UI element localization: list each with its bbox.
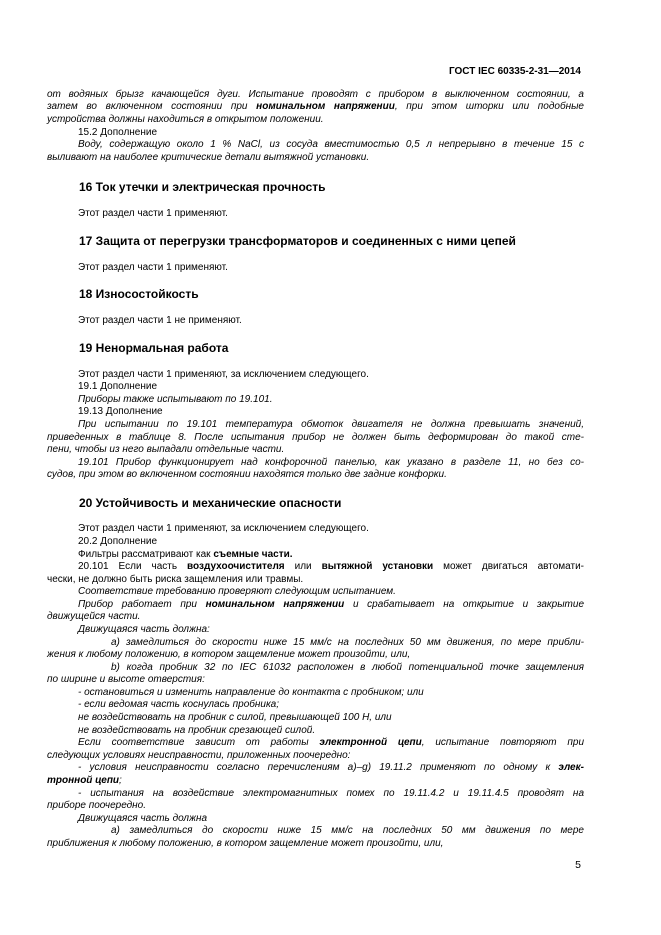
clause-heading: 15.2 Дополнение xyxy=(78,127,158,138)
section-heading-20: 20 Устойчивость и механические опасности xyxy=(79,496,342,510)
text-line: Прибор работает при номинальном напряжении и срабатывает на открытие и закрытие xyxy=(78,599,585,610)
section-heading-17: 17 Защита от перегрузки трансформаторов и соединенных с ними цепей xyxy=(79,234,516,248)
text-line: приведенных в таблице 8. После испытания прибор не должен быть деформирован до такой сте- xyxy=(47,432,584,443)
text-line: b) когда пробник 32 по IEC 61032 расположен в любой потенциальной точке защемления xyxy=(111,662,584,673)
text-line: не воздействовать на пробник срезающей силой. xyxy=(78,725,316,736)
clause-heading: 20.2 Дополнение xyxy=(78,536,158,547)
text-line: не воздействовать на пробник с силой, превышающей 100 Н, или xyxy=(78,712,392,723)
text-line: по ширине и высоте отверстия: xyxy=(47,674,205,685)
text-line: - остановиться и изменить направление до контакта с пробником; или xyxy=(78,687,424,698)
text-line: Фильтры рассматривают как съемные части. xyxy=(78,549,293,560)
text-line: При испытании по 19.101 температура обмоток двигателя не должна превышать значений, xyxy=(78,419,584,430)
section-heading-18: 18 Износостойкость xyxy=(79,287,199,301)
text-line: тронной цепи; xyxy=(47,775,122,786)
text-line: Воду, содержащую около 1 % NaCl, из сосуда вместимостью 0,5 л непрерывно в течение 15 с xyxy=(78,139,584,150)
text-line: устройства должны находиться в открытом положении. xyxy=(47,114,324,125)
text-line: чески, не должно быть риска защемления или травмы. xyxy=(47,574,304,585)
text-line: - если ведомая часть коснулась пробника; xyxy=(78,699,280,710)
text-line: судов, при этом во включенном состоянии находятся только две задние конфорки. xyxy=(47,469,447,480)
text-line: - испытания на воздействие электромагнитных помех по 19.11.4.2 и 19.11.4.5 проводят на xyxy=(78,788,584,799)
text-line: Этот раздел части 1 применяют, за исключением следующего. xyxy=(78,523,369,534)
text-line: приближения к любому положению, в котором защемление может произойти, или, xyxy=(47,838,444,849)
text-line: Этот раздел части 1 применяют. xyxy=(78,262,228,273)
section-heading-16: 16 Ток утечки и электрическая прочность xyxy=(79,180,326,194)
text-line: 19.101 Прибор функционирует над конфорочной панелью, как указано в разделе 11, но без со- xyxy=(78,457,584,468)
text-line: Приборы также испытывают по 19.101. xyxy=(78,394,273,405)
text-line: Этот раздел части 1 применяют. xyxy=(78,208,228,219)
text-line: а) замедлиться до скорости ниже 15 мм/с на последних 50 мм движения, по мере прибли- xyxy=(111,637,584,648)
text-line: следующих условиях неисправности, приложенных поочередно: xyxy=(47,750,351,761)
text-line: Движущаяся часть должна xyxy=(78,813,208,824)
text-line: движущейся части. xyxy=(47,611,141,622)
text-line: 20.101 Если часть воздухоочистителя или вытяжной установки может двигаться автомати- xyxy=(78,561,584,572)
text-line: Этот раздел части 1 не применяют. xyxy=(78,315,242,326)
text-line: затем во включенном состоянии при номинальном напряжении, при этом шторки или подобные xyxy=(47,101,584,112)
text-line: Соответствие требованию проверяют следующим испытанием. xyxy=(78,586,396,597)
text-line: а) замедлиться до скорости ниже 15 мм/с на последних 50 мм движения по мере xyxy=(111,825,584,836)
text-line: от водяных брызг качающейся дуги. Испытание проводят с прибором в выключенном состоянии, а xyxy=(47,89,584,100)
text-line: - условия неисправности согласно перечислениям а)–g) 19.11.2 применяют по одному к элек- xyxy=(78,762,584,773)
page-number: 5 xyxy=(575,859,581,871)
document-header: ГОСТ IEC 60335-2-31—2014 xyxy=(448,66,581,77)
text-line: Этот раздел части 1 применяют, за исключением следующего. xyxy=(78,369,369,380)
clause-heading: 19.1 Дополнение xyxy=(78,381,158,392)
text-line: жения к любому положению, в котором защемление может произойти, или, xyxy=(47,649,411,660)
clause-heading: 19.13 Дополнение xyxy=(78,406,163,417)
text-line: приборе поочередно. xyxy=(47,800,147,811)
text-line: пени, чтобы из него выпадали отдельные части. xyxy=(47,444,285,455)
text-line: Если соответствие зависит от работы электронной цепи, испытание повторяют при xyxy=(78,737,585,748)
text-line: Движущаяся часть должна: xyxy=(78,624,210,635)
text-line: выливают на наиболее критические детали вытяжной установки. xyxy=(47,152,370,163)
section-heading-19: 19 Ненормальная работа xyxy=(79,341,229,355)
